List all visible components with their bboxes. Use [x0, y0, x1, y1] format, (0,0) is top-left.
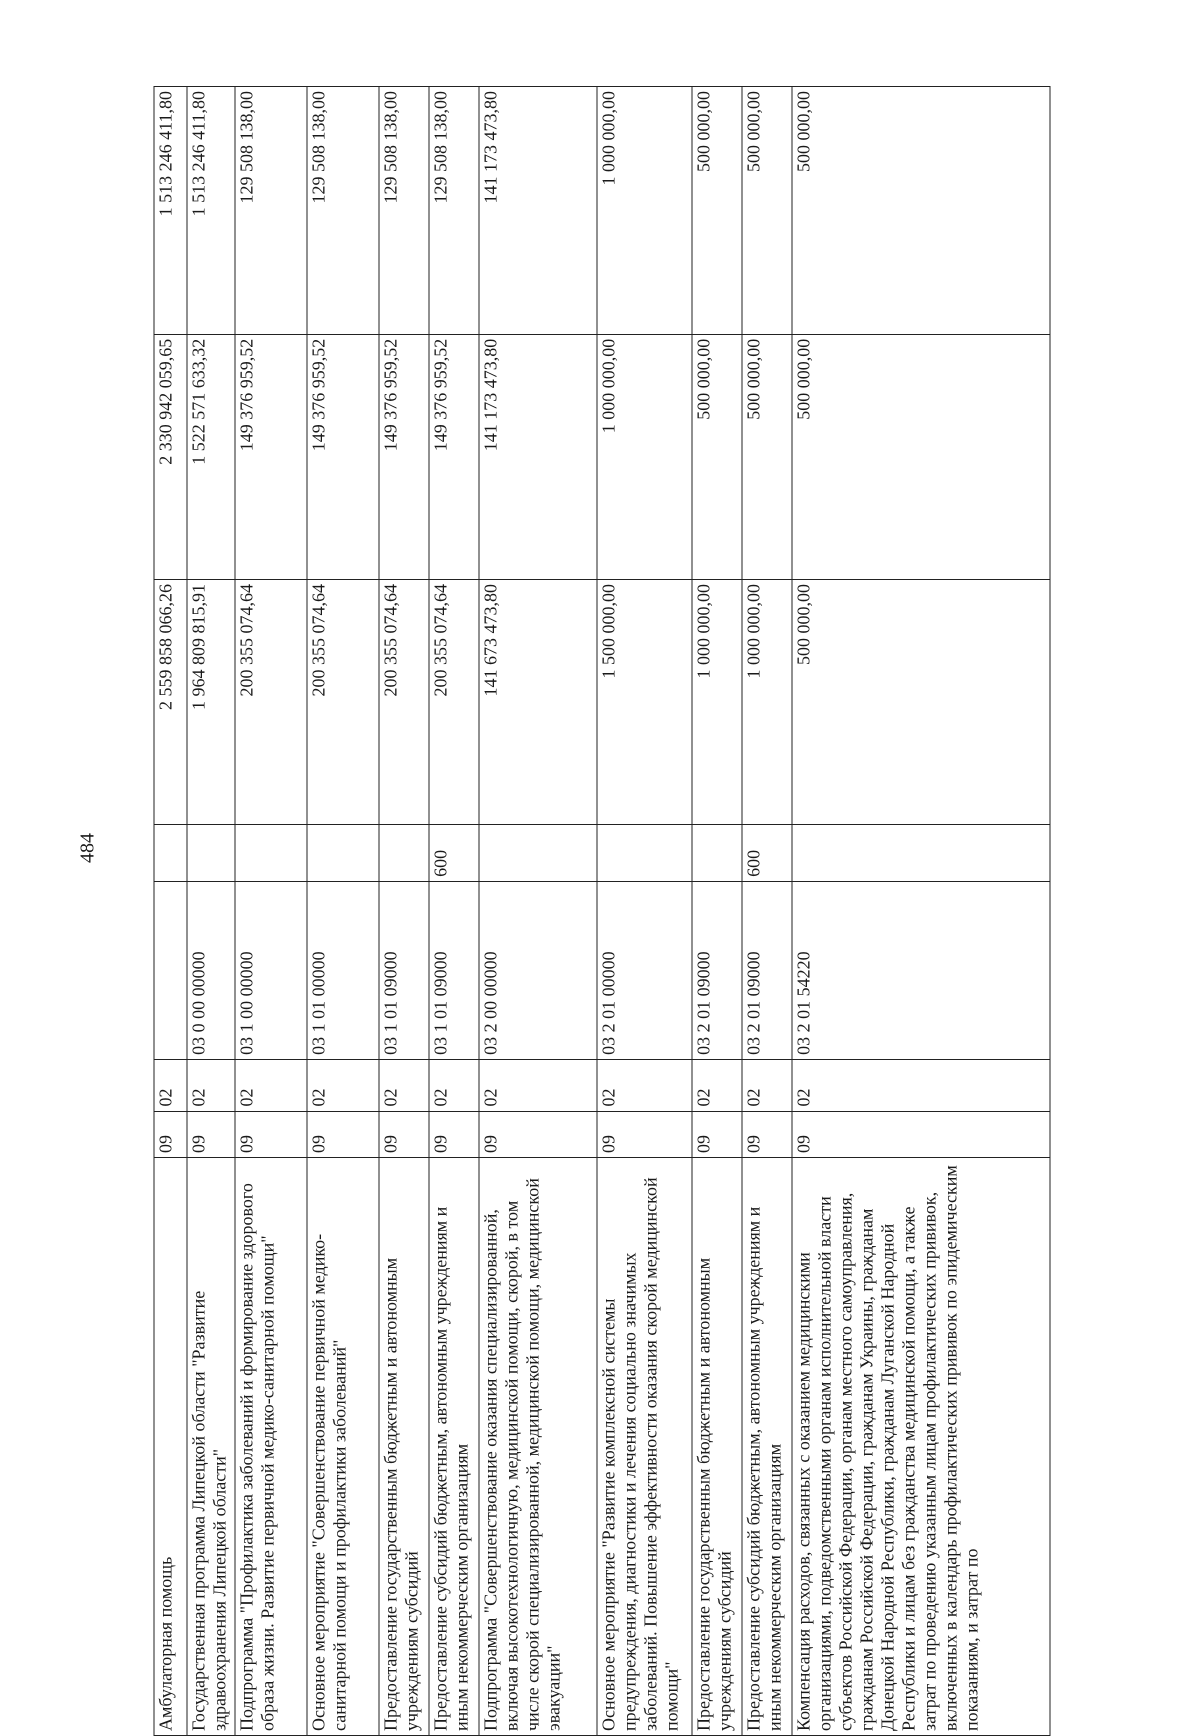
row-section: 09	[597, 1111, 692, 1157]
row-amount-1: 2 559 858 066,26	[154, 579, 187, 824]
row-expense-type: 600	[429, 825, 479, 882]
row-amount-1: 200 355 074,64	[235, 579, 307, 824]
row-amount-2: 149 376 959,52	[235, 334, 307, 579]
row-subsection: 02	[154, 1059, 187, 1111]
table-row	[792, 87, 1050, 1736]
row-target-code: 03 1 00 00000	[235, 881, 307, 1059]
row-amount-3: 1 513 246 411,80	[154, 87, 187, 335]
table-row	[235, 87, 307, 1736]
row-section: 09	[154, 1111, 187, 1157]
row-amount-2: 500 000,00	[692, 334, 742, 579]
row-amount-1: 1 964 809 815,91	[187, 579, 235, 824]
row-amount-1: 200 355 074,64	[307, 579, 379, 824]
row-section: 09	[379, 1111, 429, 1157]
row-section: 09	[429, 1111, 479, 1157]
row-section: 09	[307, 1111, 379, 1157]
row-subsection: 02	[187, 1059, 235, 1111]
row-name: Основное мероприятие "Развитие комплексной системы предупреждения, диагностики и лечения социально значимых заболеваний. Повышение эффективности оказания скорой медицинской помощи"	[597, 1157, 692, 1735]
row-amount-1: 1 500 000,00	[597, 579, 692, 824]
row-name: Предоставление субсидий бюджетным, автономным учреждениям и иным некоммерческим организациям	[429, 1157, 479, 1735]
row-amount-3: 500 000,00	[692, 87, 742, 335]
row-amount-1: 1 000 000,00	[692, 579, 742, 824]
row-target-code: 03 2 01 54220	[792, 881, 1050, 1059]
row-name: Компенсация расходов, связанных с оказанием медицинскими организациями, подведомственными органам исполнительной власти субъектов Российской Федерации, органам местного самоуправления, гражданам Российской Федерации, гражданам Украины, гражданам Донецкой Народной Республики, гражданам Луганской Народной Республики и лицам без гражданства медицинской помощи, а также затрат по проведению указанным лицам профилактических прививок, включенных в календарь профилактических прививок по эпидемическим показаниям, и затрат по	[792, 1157, 1050, 1735]
row-target-code: 03 1 01 00000	[307, 881, 379, 1059]
row-name: Подпрограмма "Совершенствование оказания специализированной, включая высокотехнологичную, медицинской помощи, скорой, в том числе скорой специализированной, медицинской помощи, медицинской эвакуации"	[479, 1157, 597, 1735]
row-amount-2: 500 000,00	[742, 334, 792, 579]
row-amount-2: 1 000 000,00	[597, 334, 692, 579]
table-row	[429, 87, 479, 1736]
row-expense-type	[792, 825, 1050, 882]
row-expense-type: 600	[742, 825, 792, 882]
row-target-code: 03 0 00 00000	[187, 881, 235, 1059]
row-target-code: 03 2 01 09000	[742, 881, 792, 1059]
row-target-code	[154, 881, 187, 1059]
table-row	[307, 87, 379, 1736]
row-amount-3: 129 508 138,00	[307, 87, 379, 335]
row-amount-2: 2 330 942 059,65	[154, 334, 187, 579]
row-amount-3: 500 000,00	[792, 87, 1050, 335]
row-amount-2: 1 522 571 633,32	[187, 334, 235, 579]
row-target-code: 03 2 01 09000	[692, 881, 742, 1059]
row-amount-2: 141 173 473,80	[479, 334, 597, 579]
row-subsection: 02	[792, 1059, 1050, 1111]
row-expense-type	[479, 825, 597, 882]
row-amount-3: 129 508 138,00	[235, 87, 307, 335]
row-expense-type	[187, 825, 235, 882]
table-row	[187, 87, 235, 1736]
row-target-code: 03 1 01 09000	[379, 881, 429, 1059]
row-subsection: 02	[379, 1059, 429, 1111]
row-amount-3: 141 173 473,80	[479, 87, 597, 335]
row-subsection: 02	[307, 1059, 379, 1111]
row-amount-1: 141 673 473,80	[479, 579, 597, 824]
row-expense-type	[235, 825, 307, 882]
row-subsection: 02	[692, 1059, 742, 1111]
row-target-code: 03 2 01 00000	[597, 881, 692, 1059]
row-amount-3: 1 513 246 411,80	[187, 87, 235, 335]
table-row	[692, 87, 742, 1736]
row-name: Амбулаторная помощь	[154, 1157, 187, 1735]
row-section: 09	[235, 1111, 307, 1157]
row-section: 09	[792, 1111, 1050, 1157]
row-name: Основное мероприятие "Совершенствование первичной медико-санитарной помощи и профилактики заболеваний"	[307, 1157, 379, 1735]
table-row	[742, 87, 792, 1736]
row-name: Подпрограмма "Профилактика заболеваний и формирование здорового образа жизни. Развитие первичной медико-санитарной помощи"	[235, 1157, 307, 1735]
budget-table	[154, 86, 1051, 1736]
row-subsection: 02	[235, 1059, 307, 1111]
row-expense-type	[692, 825, 742, 882]
row-name: Предоставление субсидий бюджетным, автономным учреждениям и иным некоммерческим организациям	[742, 1157, 792, 1735]
row-section: 09	[692, 1111, 742, 1157]
row-amount-1: 200 355 074,64	[379, 579, 429, 824]
table-row	[597, 87, 692, 1736]
row-amount-1: 200 355 074,64	[429, 579, 479, 824]
row-name: Предоставление государственным бюджетным и автономным учреждениям субсидий	[692, 1157, 742, 1735]
row-amount-3: 500 000,00	[742, 87, 792, 335]
page-number: 484	[76, 833, 99, 863]
table-row	[479, 87, 597, 1736]
row-name: Государственная программа Липецкой области "Развитие здравоохранения Липецкой области"	[187, 1157, 235, 1735]
row-amount-2: 500 000,00	[792, 334, 1050, 579]
row-section: 09	[187, 1111, 235, 1157]
row-section: 09	[479, 1111, 597, 1157]
row-amount-3: 1 000 000,00	[597, 87, 692, 335]
row-expense-type	[379, 825, 429, 882]
row-target-code: 03 1 01 09000	[429, 881, 479, 1059]
row-amount-3: 129 508 138,00	[429, 87, 479, 335]
row-subsection: 02	[597, 1059, 692, 1111]
row-expense-type	[597, 825, 692, 882]
row-target-code: 03 2 00 00000	[479, 881, 597, 1059]
row-amount-3: 129 508 138,00	[379, 87, 429, 335]
table-row	[154, 87, 187, 1736]
rotated-table-container	[154, 86, 1051, 1736]
row-amount-2: 149 376 959,52	[429, 334, 479, 579]
row-amount-1: 1 000 000,00	[742, 579, 792, 824]
row-amount-2: 149 376 959,52	[307, 334, 379, 579]
row-subsection: 02	[429, 1059, 479, 1111]
row-subsection: 02	[742, 1059, 792, 1111]
row-subsection: 02	[479, 1059, 597, 1111]
row-name: Предоставление государственным бюджетным и автономным учреждениям субсидий	[379, 1157, 429, 1735]
row-expense-type	[307, 825, 379, 882]
row-amount-2: 149 376 959,52	[379, 334, 429, 579]
row-section: 09	[742, 1111, 792, 1157]
table-row	[379, 87, 429, 1736]
row-amount-1: 500 000,00	[792, 579, 1050, 824]
row-expense-type	[154, 825, 187, 882]
